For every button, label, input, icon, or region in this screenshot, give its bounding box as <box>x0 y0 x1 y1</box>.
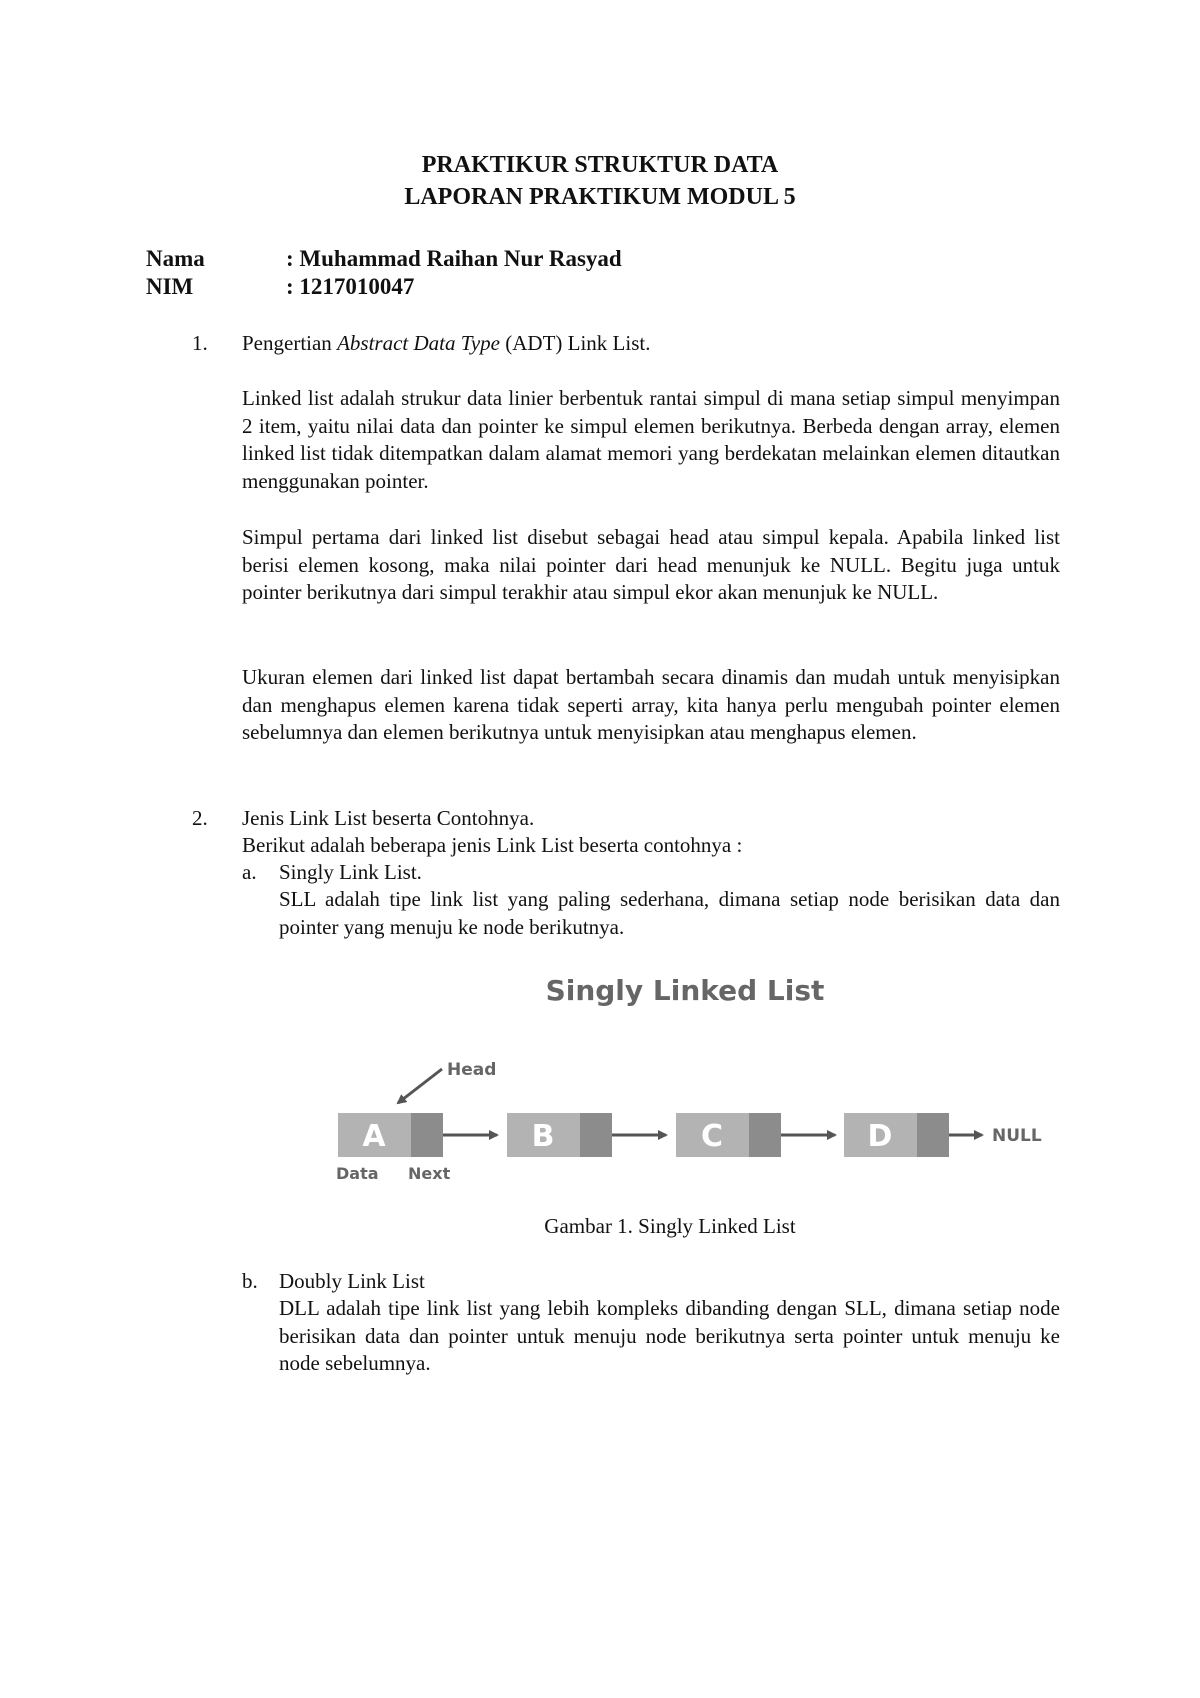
section2-intro: Berikut adalah beberapa jenis Link List beserta contohnya : <box>242 833 743 857</box>
section1-heading <box>242 330 650 357</box>
head-pointer-arrow <box>398 1069 442 1103</box>
node-c-next-box <box>749 1113 781 1157</box>
nim-row <box>146 273 414 301</box>
name-value: : Muhammad Raihan Nur Rasyad <box>286 246 622 271</box>
node-b-next-box <box>580 1113 612 1157</box>
node-c-label: C <box>700 1119 724 1154</box>
node-b-label: B <box>531 1119 555 1154</box>
item-b-title: Doubly Link List <box>279 1269 425 1293</box>
section1-paragraph-1: Linked list adalah strukur data linier berbentuk rantai simpul di mana setiap simpul menyimpan 2 item, yaitu nilai data dan pointer ke simpul elemen berikutnya. Berbeda dengan array, elemen linked list tidak ditempatkan dalam alamat memori yang berdekatan melainkan elemen ditautkan menggunakan pointer. <box>242 386 1060 493</box>
name-row <box>146 245 622 273</box>
section1-heading-prefix: Pengertian <box>242 331 338 355</box>
nim-label: NIM <box>146 274 194 299</box>
next-label: Next <box>408 1164 451 1183</box>
head-label: Head <box>447 1060 497 1080</box>
figure-caption: Gambar 1. Singly Linked List <box>544 1214 796 1238</box>
section1-paragraph-2: Simpul pertama dari linked list disebut sebagai head atau simpul kepala. Apabila linked list berisi elemen kosong, maka nilai pointer dari head menunjuk ke NULL. Begitu juga untuk pointer berikutnya dari simpul terakhir atau simpul ekor akan menunjuk ke NULL. <box>242 525 1060 605</box>
node-d <box>844 1113 949 1157</box>
item-a-text: SLL adalah tipe link list yang paling sederhana, dimana setiap node berisikan data dan pointer yang menuju ke node berikutnya. <box>279 887 1060 939</box>
document-subtitle: LAPORAN PRAKTIKUM MODUL 5 <box>404 184 796 210</box>
item-b-marker: b. <box>242 1269 258 1293</box>
item-b-text: DLL adalah tipe link list yang lebih kompleks dibanding dengan SLL, dimana setiap node berisikan data dan pointer untuk menuju node berikutnya serta pointer untuk menuju ke node sebelumnya. <box>279 1296 1060 1376</box>
section1-number: 1. <box>192 331 208 355</box>
section1-heading-suffix: (ADT) Link List. <box>500 331 651 355</box>
item-a-title: Singly Link List. <box>279 860 422 884</box>
node-b <box>507 1113 612 1157</box>
node-c <box>676 1113 781 1157</box>
node-a-label: A <box>362 1119 386 1154</box>
name-label: Nama <box>146 246 205 271</box>
section1-paragraph-3: Ukuran elemen dari linked list dapat bertambah secara dinamis dan mudah untuk menyisipkan dan menghapus elemen karena tidak seperti array, kita hanya perlu mengubah pointer elemen sebelumnya dan elemen berikutnya untuk menyisipkan atau menghapus elemen. <box>242 665 1060 745</box>
node-d-label: D <box>867 1119 893 1154</box>
singly-linked-list-figure <box>330 965 1050 1195</box>
nim-value: : 1217010047 <box>286 274 415 299</box>
node-a <box>338 1113 443 1157</box>
document-title: PRAKTIKUR STRUKTUR DATA <box>421 152 779 178</box>
node-a-next-box <box>411 1113 443 1157</box>
node-d-next-box <box>917 1113 949 1157</box>
null-label: NULL <box>992 1126 1042 1146</box>
section2-number: 2. <box>192 806 208 830</box>
section1-heading-italic: Abstract Data Type <box>337 331 500 355</box>
data-label: Data <box>336 1164 379 1183</box>
figure-title: Singly Linked List <box>545 974 825 1007</box>
item-a-marker: a. <box>242 860 257 884</box>
section2-heading: Jenis Link List beserta Contohnya. <box>242 806 535 830</box>
